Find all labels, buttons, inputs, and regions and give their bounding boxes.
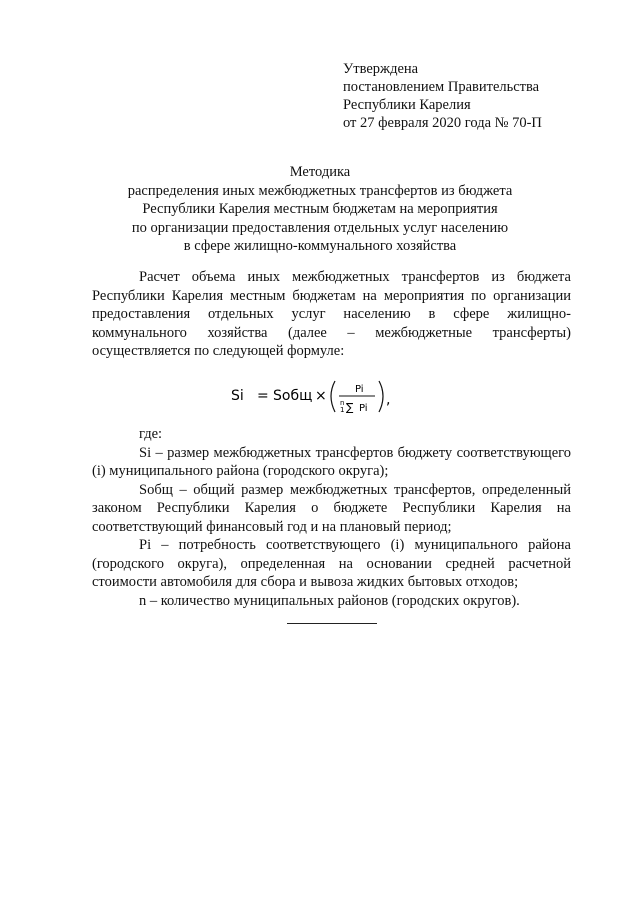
definition-sobsh: Sобщ – общий размер межбюджетных трансфертов, определенный законом Республики Карелия о бюджете Республики Карелия на соответствующий финансовый год и на плановый период; bbox=[92, 481, 571, 535]
sum-lower: 1 bbox=[340, 406, 345, 414]
document-title bbox=[100, 163, 540, 256]
where-label: где: bbox=[139, 426, 163, 442]
right-paren bbox=[379, 381, 383, 412]
approval-stamp bbox=[343, 60, 542, 132]
title-line: Республики Карелия местным бюджетам на мероприятия bbox=[142, 201, 498, 217]
formula-sobsh: Sобщ bbox=[273, 388, 313, 404]
formula bbox=[231, 378, 411, 418]
sum-upper: n bbox=[340, 399, 345, 407]
formula-graphic bbox=[231, 378, 411, 418]
formula-trailing: , bbox=[386, 392, 391, 408]
definitions-block bbox=[92, 425, 571, 610]
title-line: распределения иных межбюджетных трансфертов из бюджета bbox=[127, 182, 513, 199]
closing-rule bbox=[287, 623, 377, 624]
approval-line: от 27 февраля 2020 года № 70-П bbox=[343, 115, 542, 131]
title-line: Методика bbox=[289, 164, 351, 180]
intro-paragraph: Расчет объема иных межбюджетных трансфертов из бюджета Республики Карелия местным бюджетам на мероприятия по организации предоставления отдельных услуг населению в сфере жилищно-коммунального хозяйства (далее – межбюджетные трансферты) осуществляется по следующей формуле: bbox=[92, 269, 571, 359]
title-line: по организации предоставления отдельных услуг населению bbox=[131, 219, 509, 236]
approval-line: Утверждена bbox=[343, 61, 419, 77]
approval-line: постановлением Правительства bbox=[343, 79, 540, 95]
title-line: в сфере жилищно-коммунального хозяйства bbox=[183, 238, 457, 254]
formula-numerator: Pi bbox=[355, 384, 364, 395]
left-paren bbox=[331, 381, 335, 412]
approval-line: Республики Карелия bbox=[343, 97, 471, 113]
definition-n: n – количество муниципальных районов (городских округов). bbox=[139, 592, 520, 609]
sum-term: Pi bbox=[359, 403, 368, 414]
formula-times: × bbox=[315, 388, 327, 404]
formula-equals: = bbox=[257, 388, 269, 404]
formula-lhs: Si bbox=[231, 388, 244, 404]
intro-block bbox=[92, 268, 571, 361]
definition-si: Si – размер межбюджетных трансфертов бюджету соответствующего (i) муниципального района (городского округа); bbox=[92, 444, 571, 479]
sum-symbol: ∑ bbox=[346, 401, 354, 414]
definition-pi: Pi – потребность соответствующего (i) муниципального района (городского округа), определенная на основании средней расчетной стоимости автомобиля для сбора и вывоза жидких бытовых отходов; bbox=[92, 537, 571, 590]
